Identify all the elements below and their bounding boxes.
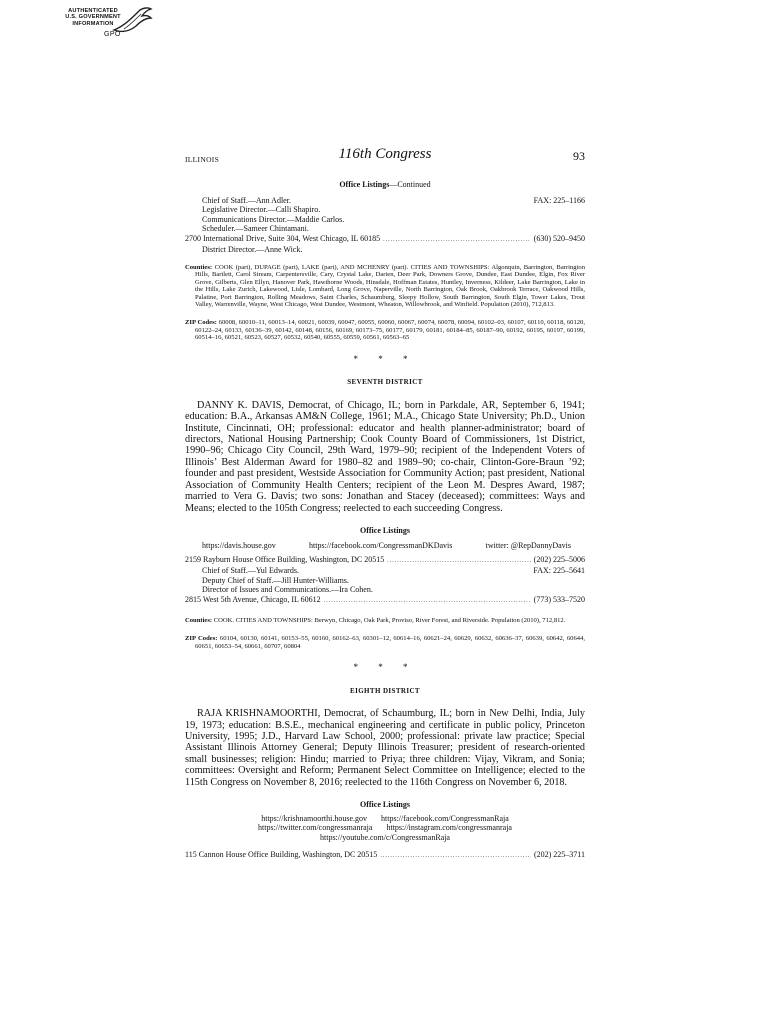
fax-number: FAX: 225–1166 bbox=[533, 195, 585, 205]
office-listings-heading: Office Listings bbox=[339, 180, 390, 189]
dc-office-row bbox=[185, 555, 585, 567]
links-row bbox=[185, 833, 585, 843]
staff-line: Deputy Chief of Staff.—Jill Hunter-Williams. bbox=[202, 575, 349, 585]
member-biography: DANNY K. DAVIS, Democrat, of Chicago, IL; born in Parkdale, AR, September 6, 1941; education: B.A., Arkansas AM&N College, 1961; M.A., Chicago State University; Ph.D., Union Institute, Cincinnati, OH; professional: educator and health planner-administrator; board of directors, National Housing Partnership; Cook County Board of Commissioners, 1st District, 1990–96; Chicago City Council, 29th Ward, 1979–90; recipient of the Independent Voters of Illinois’ Best Alderman Award for 1980–82 and 1989–90; co-chair, Clinton-Gore-Braun ’92; founder and past president, Westside Association for Community Action; past president, National Association of Community Health Centers; recipient of the Leon M. Despres Award, 1987; married to Vera G. Davis; two sons: Jonathan and Stacey (deceased); committees: Ways and Means; elected to the 105th Congress; reelected to each succeeding Congress. bbox=[185, 399, 585, 514]
running-head bbox=[185, 146, 585, 172]
fax-number: FAX: 225–5641 bbox=[533, 566, 585, 576]
section-divider: * * * bbox=[353, 662, 417, 673]
counties-label: Counties: bbox=[185, 617, 213, 625]
gpo-authentication-seal bbox=[62, 6, 152, 42]
counties-paragraph bbox=[185, 617, 585, 625]
seal-line: AUTHENTICATED bbox=[68, 8, 118, 14]
website-link[interactable]: https://krishnamoorthi.house.gov bbox=[261, 813, 368, 823]
counties-text: COOK (part), DUPAGE (part), LAKE (part), AND MCHENRY (part). CITIES AND TOWNSHIPS: Algonquin, Barrington, Barrington Hills, Bartlett, Carol Stream, Carpentersville, Cary, Crystal Lake, Darien, Deer Park, Downers Grove, Dundee, East Dundee, Elgin, Fox River Grove, Gilberts, Glen Ellyn, Hanover Park, Hawthorne Woods, Hinsdale, Hoffman Estates, Huntley, Inverness, Kildeer, Lake Barrington, Lake in the Hills, Lake Zurich, Lakewood, Lisle, Lombard, Long Grove, Naperville, North Barrington, Oak Brook, Oakbrook Terrace, Oakwood Hills, Palatine, Port Barrington, Rolling Meadows, Saint Charles, Schaumburg, Sleepy Hollow, South Barrington, South Elgin, Tower Lakes, Trout Valley, Warrenville, Wayne, West Chicago, West Dundee, Westmont, Wheaton, Willowbrook, and Winfield. Population (2010), 712,813. bbox=[195, 263, 585, 309]
staff-line: District Director.—Anne Wick. bbox=[202, 245, 303, 254]
district-heading: EIGHTH DISTRICT bbox=[350, 686, 420, 695]
office-address: 115 Cannon House Office Building, Washington, DC 20515 bbox=[185, 850, 378, 860]
district-heading: SEVENTH DISTRICT bbox=[347, 378, 423, 387]
office-phone: (202) 225–5006 bbox=[533, 554, 585, 564]
links-row bbox=[185, 814, 585, 824]
zip-text: 60104, 60130, 60141, 60153–55, 60160, 60162–63, 60301–12, 60614–16, 60621–24, 60629, 60632, 60636–37, 60639, 60642, 60644, 60651, 60653–54, 60661, 60707, 60804 bbox=[195, 635, 585, 650]
instagram-link[interactable]: https://instagram.com/congressmanraja bbox=[386, 823, 512, 833]
continued-suffix: —Continued bbox=[389, 180, 431, 189]
office-address: 2815 West 5th Avenue, Chicago, IL 60612 bbox=[185, 594, 321, 604]
counties-paragraph bbox=[185, 264, 585, 310]
twitter-handle[interactable]: twitter: @RepDannyDavis bbox=[485, 541, 571, 551]
member-biography: RAJA KRISHNAMOORTHI, Democrat, of Schaumburg, IL; born in New Delhi, India, July 19, 1973; education: B.S.E., mechanical engineering and certificate in public policy, Princeton University, 1995; J.D., Harvard Law School, 2000; professional: private law practice; Special Assistant Illinois Attorney General; Deputy Illinois Treasurer; president of research-oriented small businesses; religion: Hindu; married to Priya; three children: Vijay, Vikram, and Sonia; committees: Oversight and Reform; Permanent Select Committee on Intelligence; elected to the 115th Congress on November 8, 2016; reelected to the 116th Congress on November 6, 2018. bbox=[185, 708, 585, 788]
zip-paragraph bbox=[185, 635, 585, 650]
district-office-row bbox=[185, 595, 585, 607]
staff-line: Director of Issues and Communications.—Ira Cohen. bbox=[202, 585, 373, 595]
district-office-row bbox=[185, 234, 585, 246]
zip-paragraph bbox=[185, 319, 585, 342]
facebook-link[interactable]: https://facebook.com/CongressmanDKDavis bbox=[309, 541, 453, 551]
links-row bbox=[185, 823, 585, 833]
website-link[interactable]: https://davis.house.gov bbox=[202, 541, 276, 551]
staff-line: Communications Director.—Maddie Carlos. bbox=[202, 214, 345, 224]
office-phone: (630) 520–9450 bbox=[533, 233, 585, 243]
office-listings-heading: Office Listings bbox=[360, 525, 410, 535]
staff-line: Chief of Staff.—Yul Edwards. bbox=[202, 566, 299, 576]
seal-gpo: GPO bbox=[104, 31, 121, 38]
links-row bbox=[185, 541, 585, 551]
zip-label: ZIP Codes: bbox=[185, 319, 217, 327]
counties-label: Counties: bbox=[185, 263, 213, 271]
dot-leader bbox=[380, 852, 531, 862]
zip-label: ZIP Codes: bbox=[185, 635, 218, 642]
dot-leader bbox=[387, 557, 530, 567]
office-listings-heading: Office Listings bbox=[360, 800, 410, 810]
staff-row bbox=[185, 196, 585, 206]
document-page bbox=[185, 146, 585, 862]
staff-line: Legislative Director.—Calli Shapiro. bbox=[202, 205, 321, 214]
counties-text: COOK. CITIES AND TOWNSHIPS: Berwyn, Chicago, Oak Park, Proviso, River Forest, and Riverside. Population (2010), 712,812. bbox=[213, 617, 566, 625]
seal-line: U.S. GOVERNMENT bbox=[65, 14, 121, 21]
twitter-link[interactable]: https://twitter.com/congressmanraja bbox=[258, 823, 373, 833]
staff-row bbox=[185, 566, 585, 576]
dot-leader bbox=[324, 597, 531, 607]
dot-leader bbox=[383, 236, 531, 246]
office-phone: (202) 225–3711 bbox=[533, 850, 585, 860]
staff-line: Chief of Staff.—Ann Adler. bbox=[202, 195, 291, 205]
section-divider: * * * bbox=[353, 353, 417, 364]
dc-office-row bbox=[185, 850, 585, 862]
seal-line: INFORMATION bbox=[72, 20, 114, 27]
state-name: ILLINOIS bbox=[185, 155, 220, 164]
continued-heading bbox=[185, 180, 585, 190]
facebook-link[interactable]: https://facebook.com/CongressmanRaja bbox=[381, 813, 509, 823]
staff-line: Scheduler.—Sameer Chintamani. bbox=[202, 224, 309, 233]
page-number: 93 bbox=[573, 149, 585, 163]
youtube-link[interactable]: https://youtube.com/c/CongressmanRaja bbox=[320, 832, 450, 842]
office-address: 2159 Rayburn House Office Building, Washington, DC 20515 bbox=[185, 554, 385, 564]
office-address: 2700 International Drive, Suite 304, West Chicago, IL 60185 bbox=[185, 233, 381, 243]
office-phone: (773) 533–7520 bbox=[533, 594, 585, 604]
congress-title: 116th Congress bbox=[338, 146, 432, 162]
zip-text: 60008, 60010–11, 60013–14, 60021, 60039, 60047, 60055, 60060, 60067, 60074, 60078, 60094, 60102–03, 60107, 60110, 60118, 60120, 60122–24, 60133, 60136–39, 60142, 60148, 60156, 60169, 60173–75, 60177, 60179, 60181, 60184–85, 60187–90, 60192, 60195, 60197, 60199, 60514–16, 60521, 60523, 60527, 60532, 60540, 60555, 60559, 60561, 60563–65 bbox=[195, 319, 585, 342]
